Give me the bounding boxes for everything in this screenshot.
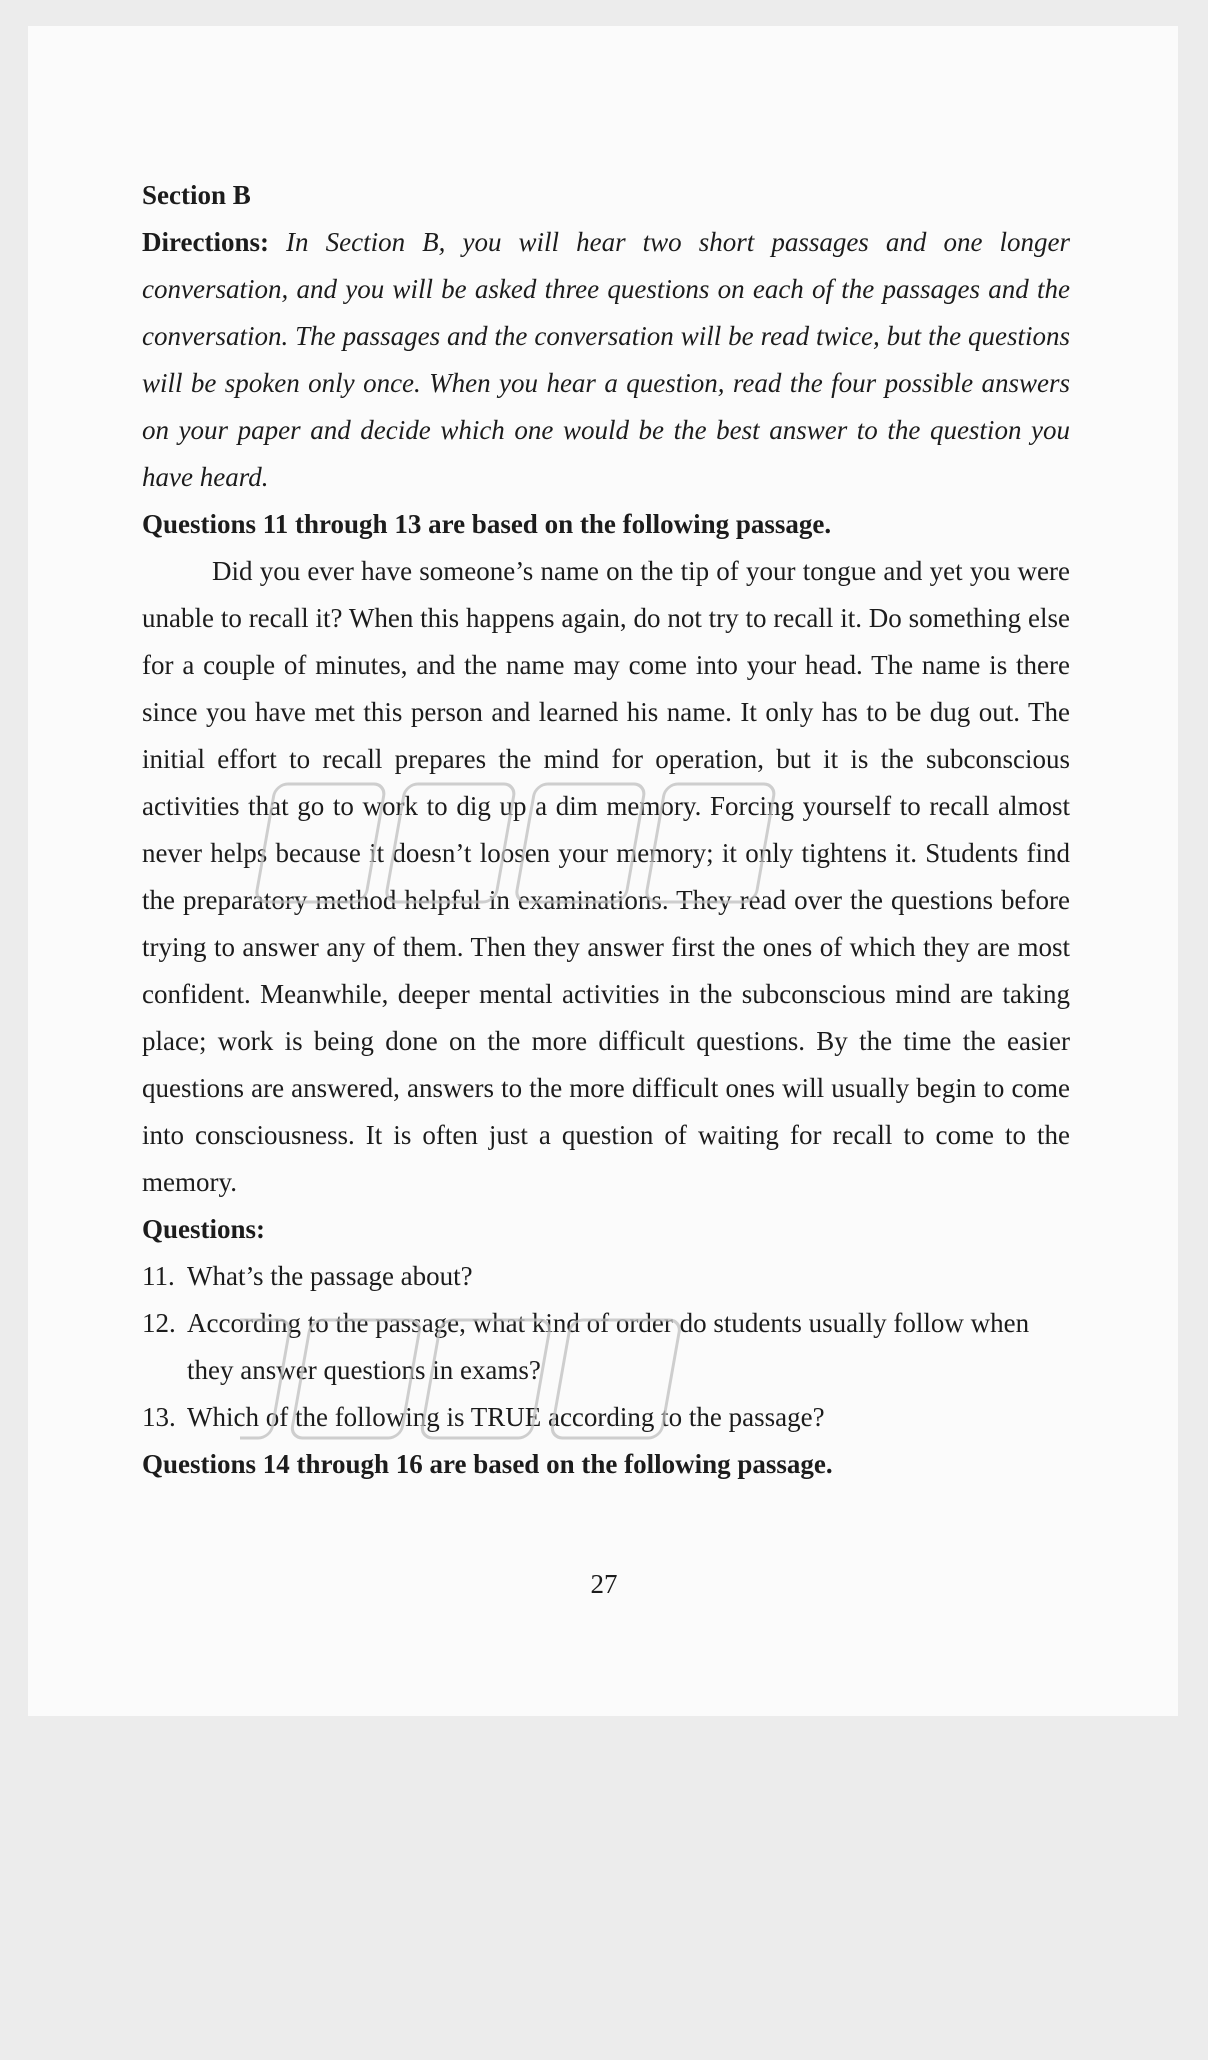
questions-label: Questions: bbox=[142, 1214, 266, 1244]
directions-label: Directions: bbox=[142, 227, 269, 257]
question-text: What’s the passage about? bbox=[187, 1261, 473, 1291]
question-text: According to the passage, what kind of order do students usually follow when they answer questions in exams? bbox=[187, 1308, 1030, 1385]
directions-text: In Section B, you will hear two short passages and one longer conversation, and you will be asked three questions on each of the passages and the conversation. The passages and the conversation will be read twice, but the questions will be spoken only once. When you hear a question, read the four possible answers on your paper and decide which one would be the best answer to the question you have heard. bbox=[142, 227, 1070, 492]
question-number: 13. bbox=[142, 1402, 176, 1432]
question-item-12 bbox=[142, 1300, 1070, 1394]
question-number: 12. bbox=[142, 1308, 176, 1338]
question-text: Which of the following is TRUE according to the passage? bbox=[187, 1402, 825, 1432]
page-number: 27 bbox=[590, 1569, 618, 1599]
question-number: 11. bbox=[142, 1261, 175, 1291]
passage-1-heading: Questions 11 through 13 are based on the following passage. bbox=[142, 509, 832, 539]
directions-paragraph bbox=[142, 219, 1070, 501]
question-item-13 bbox=[142, 1394, 1070, 1441]
section-title: Section B bbox=[142, 180, 251, 210]
passage-1-body: Did you ever have someone’s name on the tip of your tongue and yet you were unable to recall it? When this happens again, do not try to recall it. Do something else for a couple of minutes, and the name may come into your head. The name is there since you have met this person and learned his name. It only has to be dug out. The initial effort to recall prepares the mind for operation, but it is the subconscious activities that go to work to dig up a dim memory. Forcing yourself to recall almost never helps because it doesn’t loosen your memory; it only tightens it. Students find the preparatory method helpful in examinations. They read over the questions before trying to answer any of them. Then they answer first the ones of which they are most confident. Meanwhile, deeper mental activities in the subconscious mind are taking place; work is being done on the more difficult questions. By the time the easier questions are answered, answers to the more difficult ones will usually begin to come into consciousness. It is often just a question of waiting for recall to come to the memory. bbox=[142, 556, 1070, 1197]
passage-2-heading: Questions 14 through 16 are based on the following passage. bbox=[142, 1449, 833, 1479]
page-content bbox=[142, 172, 1070, 1488]
question-item-11 bbox=[142, 1253, 1070, 1300]
